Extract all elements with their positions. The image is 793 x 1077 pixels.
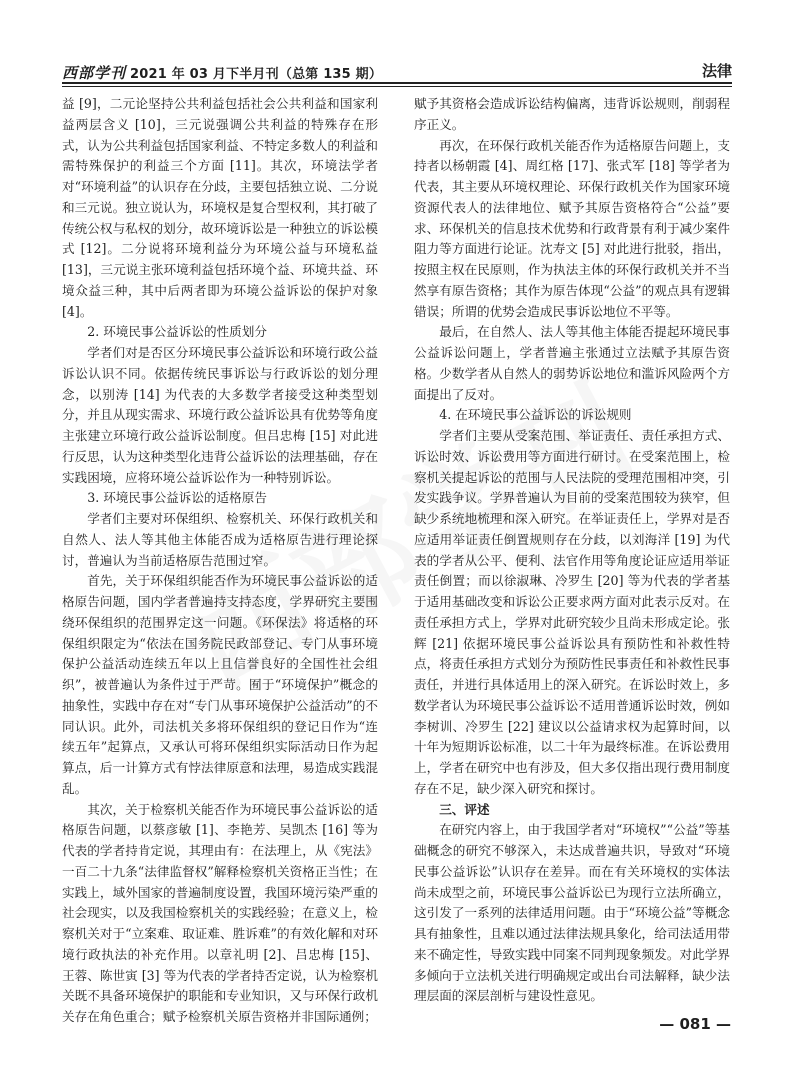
paragraph: 再次，在环保行政机关能否作为适格原告问题上，支持者以杨朝霞 [4]、周红格 [17]、张式军 [18] 等学者为代表，其主要从环境权理论、环保行政机关作为国家环境资源代表人的法律地位、赋予其原告资格符合“公益”要求、环保机关的信息技术优势和行政背景有利于减少案件阻力等方面进行论证。沈寿文 [5] 对此进行批驳，指出，按照主权在民原则，作为执法主体的环保行政机关并不当然享有原告资格；其作为原告体现“公益”的观点具有逻辑错误；所谓的优势会造成民事诉讼地位不平等。 <box>414 137 730 319</box>
section-heading: 3. 环境民事公益诉讼的适格原告 <box>87 490 267 506</box>
paragraph: 学者们主要对环保组织、检察机关、环保行政机关和自然人、法人等其他主体能否成为适格原告进行理论探讨，普遍认为当前适格原告范围过窄。 <box>62 511 378 568</box>
paragraph: 其次，关于检察机关能否作为环境民事公益诉讼的适格原告问题，以蔡彦敏 [1]、李艳芳、吴凯杰 [16] 等为代表的学者持肯定说，其理由有：在法理上，从《宪法》一百二十九条“法律监督权”解释检察机关资格正当性；在实践上，域外国家的普遍制度设置，我国环境污染严重的社会现实，以及我国检察机关的实践经验；在意义上，检察机关对于“立案难、取证难、胜诉难”的有效化解和对环境行政执法的补充作用。以章礼明 [2]、吕忠梅 [15]、王蓉、陈世寅 [3] 等为代表的学者持否定说，认为检察机关既不具备环境保护的职能和专业知识，又与环保行政机关存在角色重合；赋予检察机关原告资格并非国际通例； <box>62 801 378 1024</box>
paragraph: 学者们主要从受案范围、举证责任、责任承担方式、诉讼时效、诉讼费用等方面进行研讨。在受案范围上，检察机关提起诉讼的范围与人民法院的受理范围相冲突，引发实践争议。学界普遍认为目前的受案范围较为狭窄，但缺少系统地梳理和深入研究。在举证责任上，学界对是否应适用举证责任倒置规则存在分歧，以刘海洋 [19] 为代表的学者从公平、便利、法官作用等角度论证应适用举证责任倒置；而以徐淑琳、冷罗生 [20] 等为代表的学者基于适用基础改变和诉讼公正要求两方面对此表示反对。在责任承担方式上，学界对此研究较少且尚未形成定论。张辉 [21] 依据环境民事公益诉讼具有预防性和补救性特点，将责任承担方式划分为预防性民事责任和补救性民事责任，并进行具体适用上的深入研究。在诉讼时效上，多数学者认为环境民事公益诉讼不适用普通诉讼时效，例如李树训、冷罗生 [22] 建议以公益请求权为起算时间，以十年为短期诉讼标准，以二十年为最终标准。在诉讼费用上，学者在研究中也有涉及，但大多仅指出现行费用制度存在不足，缺少深入研究和探讨。 <box>414 428 730 796</box>
paragraph: 首先，关于环保组织能否作为环境民事公益诉讼的适格原告问题，国内学者普遍持支持态度，学界研究主要围绕环保组织的范围界定这一问题。《环保法》将适格的环保组织限定为“依法在国务院民政部登记、专门从事环境保护公益活动连续五年以上且信誉良好的全国性社会组织”，被普遍认为条件过于严苛。囿于“环境保护”概念的抽象性，实践中存在对“专门从事环境保护公益活动”的不同认识。此外，司法机关多将环保组织的登记日作为“连续五年”起算点，又承认可将环保组织实际活动日作为起算点，后一计算方式有悖法律原意和法理，易造成实践混乱。 <box>62 573 378 796</box>
paragraph: 赋予其资格会造成诉讼结构偏离，违背诉讼规则，削弱程序正义。 <box>414 96 730 132</box>
paragraph: 在研究内容上，由于我国学者对“环境权”“公益”等基础概念的研究不够深入，未达成普遍共识，导致对“环境民事公益诉讼”认识存在差异。而在有关环境权的实体法尚未成型之前，环境民事公益诉讼已为现行立法所确立，这引发了一系列的法律适用问题。由于“环境公益”等概念具有抽象性，且难以通过法律法规具象化，给司法适用带来不确定性，导致实践中同案不同判现象频发。对此学界多倾向于立法机关进行明确规定或出台司法解释，缺少法理层面的深层剖析与建设性意见。 <box>414 822 730 1004</box>
section-heading: 2. 环境民事公益诉讼的性质划分 <box>87 324 267 340</box>
right-column <box>414 94 730 1007</box>
journal-header-left <box>62 62 382 83</box>
left-column <box>62 94 378 1028</box>
journal-logo: 西部学刊 <box>62 64 127 82</box>
section-heading: 三、评述 <box>439 801 490 817</box>
section-heading: 4. 在环境民事公益诉讼的诉讼规则 <box>439 407 632 423</box>
paragraph: 学者们对是否区分环境民事公益诉讼和环境行政公益诉讼认识不同。依据传统民事诉讼与行政诉讼的划分理念，以别涛 [14] 为代表的大多数学者接受这种类型划分，并且从现实需求、环境行政公益诉讼具有优势等角度主张建立环境行政公益诉讼制度。但吕忠梅 [15] 对此进行反思，认为这种类型化违背公益诉讼的法理基础，存在实践困境，应将环境公益诉讼作为一种特别诉讼。 <box>62 345 378 485</box>
header-rule-thick <box>62 82 732 84</box>
paragraph: 最后，在自然人、法人等其他主体能否提起环境民事公益诉讼问题上，学者普遍主张通过立法赋予其原告资格。少数学者从自然人的弱势诉讼地位和滥诉风险两个方面提出了反对。 <box>414 324 730 402</box>
page-header <box>62 60 732 82</box>
page-number: — 081 — <box>659 1015 731 1033</box>
paragraph: 益 [9]，二元论坚持公共利益包括社会公共利益和国家利益两层含义 [10]，三元说强调公共利益的特殊存在形式，认为公共利益包括国家利益、不特定多数人的利益和需特殊保护的利益三个方面 [11]。其次，环境法学者对“环境利益”的认识存在分歧，主要包括独立说、二分说和三元说。独立说认为，环境权是复合型权利，其打破了传统公权与私权的划分，故环境诉讼是一种独立的诉讼模式 [12]。二分说将环境利益分为环境公益与环境私益 [13]，三元说主张环境利益包括环境个益、环境共益、环境众益三种，其中后两者即为环境公益诉讼的保护对象 [4]。 <box>62 96 378 319</box>
header-rule-thin <box>62 86 732 87</box>
journal-issue: 2021 年 03 月下半月刊（总第 135 期） <box>130 67 383 82</box>
section-name: 法律 <box>701 62 732 80</box>
